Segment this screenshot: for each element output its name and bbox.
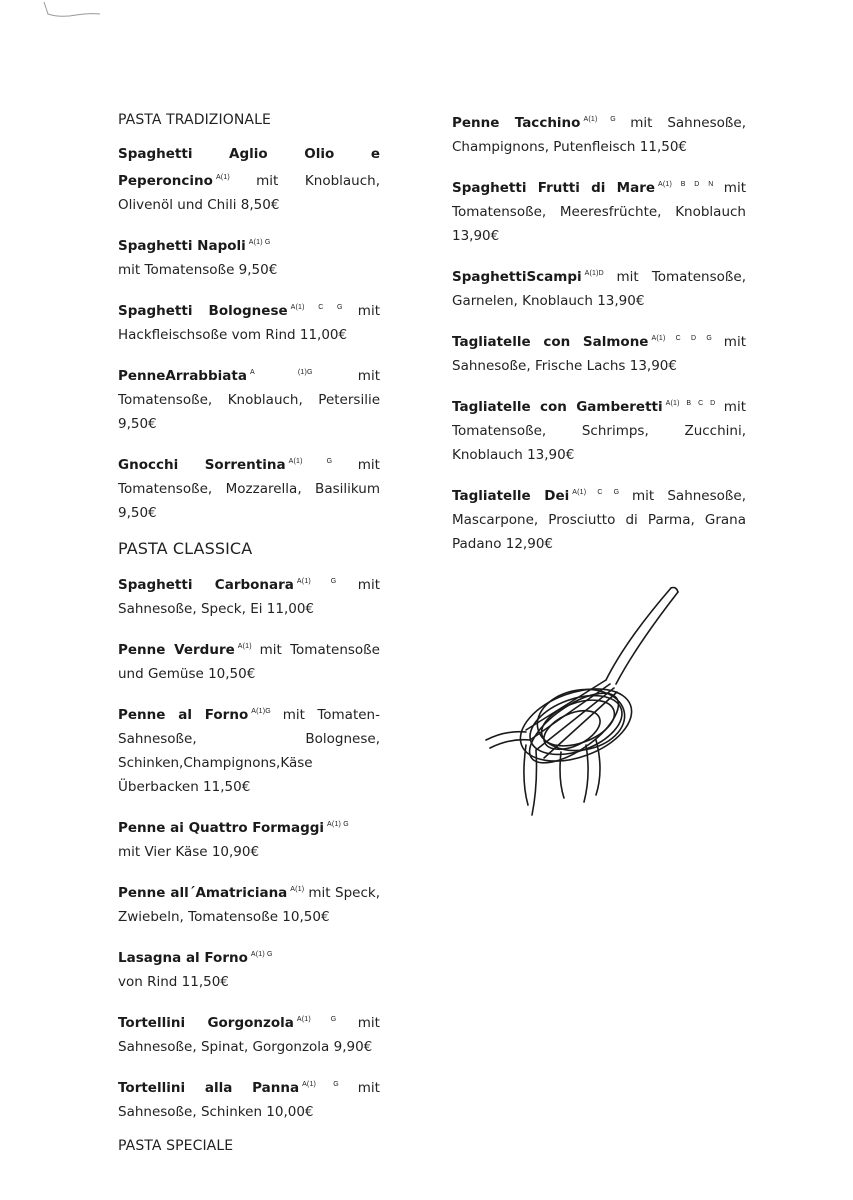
right-column: [452, 108, 746, 570]
item-name: Spaghetti Carbonara: [118, 577, 294, 593]
item-description: mit Tomatensoße, Garnelen, Knoblauch 13,90€: [452, 269, 746, 309]
item-name: Penne ai Quattro Formaggi: [118, 820, 325, 836]
item-name: Lasagna al Forno: [118, 950, 248, 966]
allergen-codes: A(1): [237, 643, 252, 650]
menu-item: [452, 392, 746, 467]
allergen-codes: A(1) G: [288, 458, 333, 465]
menu-item: [118, 142, 380, 217]
allergen-codes: A(1) B D N: [658, 181, 714, 188]
item-name: Spaghetti Aglio Olio e Peperoncino: [118, 146, 380, 189]
item-description: mit Sahnesoße, Champignons, Putenfleisch 11,50€: [452, 115, 746, 155]
item-name: SpaghettiScampi: [452, 269, 582, 285]
item-name: Penne Verdure: [118, 642, 235, 658]
item-description: mit Hackfleischsoße vom Rind 11,00€: [118, 303, 380, 343]
section-title-tradizionale: PASTA TRADIZIONALE: [118, 112, 271, 128]
item-name: Penne Tacchino: [452, 115, 581, 131]
item-description: von Rind 11,50€: [118, 974, 229, 990]
allergen-codes: A(1) C G: [572, 489, 620, 496]
item-name: Spaghetti Napoli: [118, 238, 246, 254]
item-name: PenneArrabbiata: [118, 368, 247, 384]
item-name: Tortellini alla Panna: [118, 1080, 300, 1096]
item-description: mit Tomatensoße, Schrimps, Zucchini, Knoblauch 13,90€: [452, 399, 746, 463]
section-title-classica: PASTA CLASSICA: [118, 539, 253, 558]
allergen-codes: A(1) G: [583, 116, 616, 123]
allergen-codes: A(1) C D G: [651, 335, 713, 342]
item-name: Tagliatelle Dei: [452, 488, 570, 504]
item-description: mit Speck, Zwiebeln, Tomatensoße 10,50€: [118, 885, 380, 925]
allergen-codes: A(1) G: [248, 239, 271, 246]
menu-item: [118, 700, 380, 799]
allergen-codes: A(1): [290, 886, 305, 893]
allergen-codes: A(1) B C D: [665, 400, 716, 407]
menu-item: [118, 878, 380, 929]
item-name: Penne al Forno: [118, 707, 249, 723]
menu-item: [452, 327, 746, 378]
allergen-codes: A(1) G: [296, 578, 337, 585]
item-description: mit Sahnesoße, Speck, Ei 11,00€: [118, 577, 380, 617]
spaghetti-fork-icon: [466, 580, 696, 830]
scan-mark-icon: [40, 0, 110, 24]
menu-item: [452, 173, 746, 248]
menu-item: [118, 570, 380, 621]
menu-item: [118, 296, 380, 347]
item-description: mit Knoblauch, Olivenöl und Chili 8,50€: [118, 173, 380, 213]
item-name: Gnocchi Sorrentina: [118, 457, 286, 473]
item-name: Tortellini Gorgonzola: [118, 1015, 294, 1031]
item-name: Tagliatelle con Salmone: [452, 334, 649, 350]
item-description: mit Sahnesoße, Spinat, Gorgonzola 9,90€: [118, 1015, 380, 1055]
item-name: Tagliatelle con Gamberetti: [452, 399, 663, 415]
allergen-codes: A(1)G: [251, 708, 271, 715]
menu-item: [118, 450, 380, 525]
menu-item: [118, 231, 380, 282]
item-description: mit Sahnesoße, Schinken 10,00€: [118, 1080, 380, 1120]
item-name: Spaghetti Bolognese: [118, 303, 288, 319]
item-description: mit Tomatensoße, Meeresfrüchte, Knoblauch 13,90€: [452, 180, 746, 244]
menu-item: [118, 361, 380, 436]
menu-item: [452, 262, 746, 313]
menu-item: [452, 481, 746, 556]
allergen-codes: A(1): [215, 174, 230, 181]
item-name: Penne all´Amatriciana: [118, 885, 288, 901]
menu-item: [452, 108, 746, 159]
menu-item: [118, 1008, 380, 1059]
menu-item: [118, 635, 380, 686]
item-name: Spaghetti Frutti di Mare: [452, 180, 656, 196]
allergen-codes: A(1) G: [327, 821, 349, 828]
item-description: mit Sahnesoße, Mascarpone, Prosciutto di Parma, Grana Padano 12,90€: [452, 488, 747, 552]
item-description: mit Tomatensoße und Gemüse 10,50€: [118, 642, 380, 682]
item-description: mit Tomatensoße, Knoblauch, Petersilie 9,50€: [118, 368, 380, 432]
left-column: [118, 108, 380, 1168]
item-description: mit Tomatensoße 9,50€: [118, 262, 278, 278]
item-description: mit Tomatensoße, Mozzarella, Basilikum 9,50€: [118, 457, 380, 521]
allergen-codes: A(1) C G: [290, 304, 343, 311]
allergen-codes: A (1)G: [249, 369, 313, 376]
allergen-codes: A(1) G: [250, 951, 273, 958]
menu-item: [118, 943, 380, 994]
allergen-codes: A(1) G: [302, 1081, 339, 1088]
allergen-codes: A(1)D: [584, 270, 604, 277]
item-description: mit Tomaten-Sahnesoße, Bolognese, Schinken,Champignons,Käse Überbacken 11,50€: [118, 707, 380, 795]
item-description: mit Vier Käse 10,90€: [118, 844, 260, 860]
section-title-speciale: PASTA SPECIALE: [118, 1138, 234, 1154]
menu-item: [118, 813, 380, 864]
menu-item: [118, 1073, 380, 1124]
allergen-codes: A(1) G: [296, 1016, 337, 1023]
item-description: mit Sahnesoße, Frische Lachs 13,90€: [452, 334, 746, 374]
